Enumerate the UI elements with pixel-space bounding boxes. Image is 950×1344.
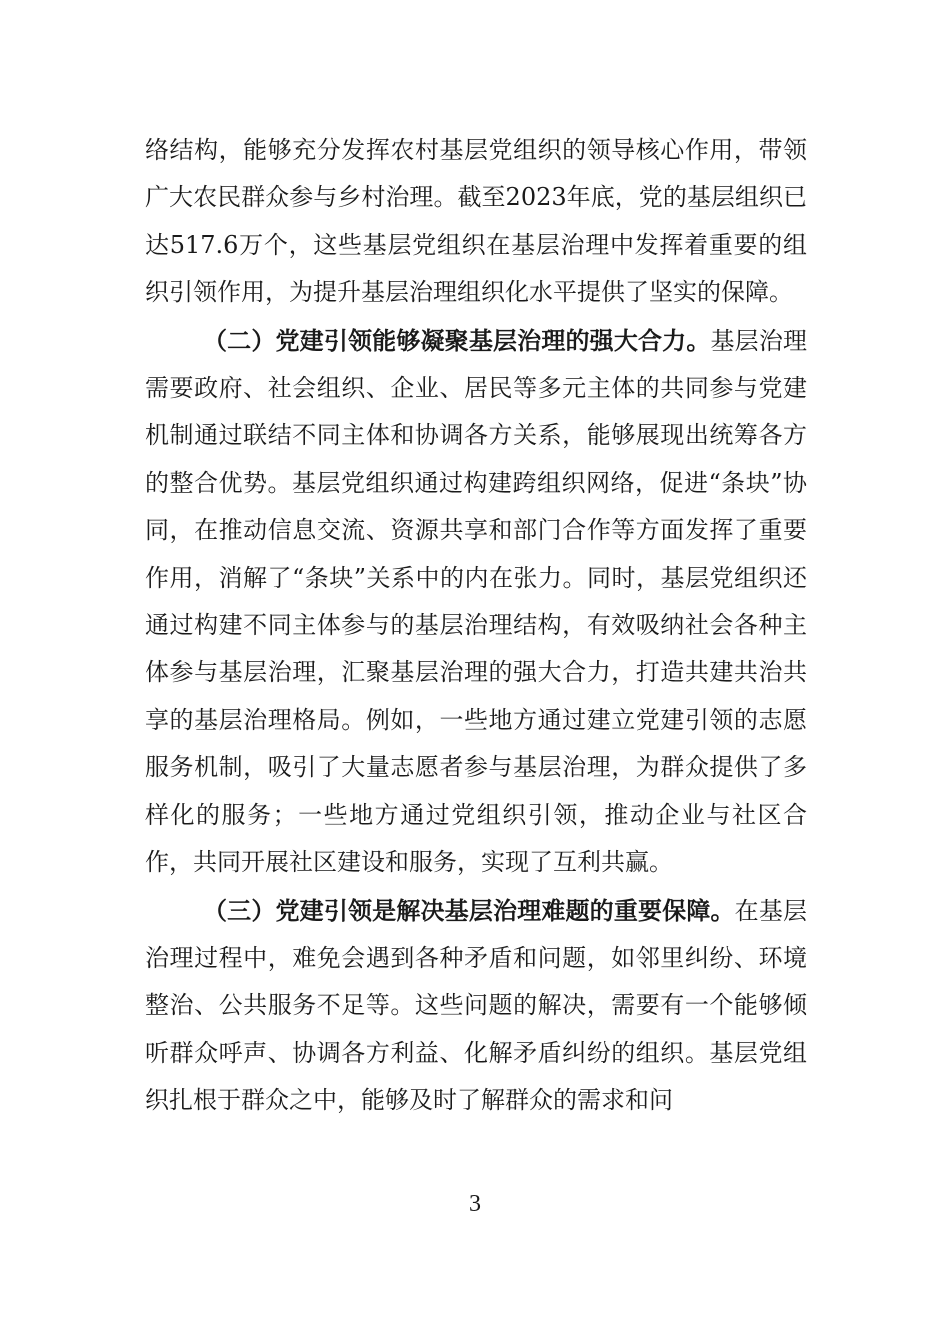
paragraph-text: 络结构，能够充分发挥农村基层党组织的领导核心作用，带领广大农民群众参与乡村治理。截至2023年底，党的基层组织已达517.6万个，这些基层党组织在基层治理中发挥着重要的组织引领作用，为提升基层治理组织化水平提供了坚实的保障。 (145, 136, 807, 307)
section-heading-3: （三）党建引领是解决基层治理难题的重要保障。 (203, 895, 735, 925)
body-text (145, 127, 807, 1125)
paragraph-continuation (145, 127, 807, 317)
paragraph-section-3 (145, 887, 807, 1125)
paragraph-text: 在基层治理过程中，难免会遇到各种矛盾和问题，如邻里纠纷、环境整治、公共服务不足等。这些问题的解决，需要有一个能够倾听群众呼声、协调各方利益、化解矛盾纠纷的组织。基层党组织扎根于群众之中，能够及时了解群众的需求和问 (145, 896, 808, 1115)
page-number: 3 (469, 1191, 481, 1217)
section-heading-2: （二）党建引领能够凝聚基层治理的强大合力。 (203, 325, 711, 355)
paragraph-text: 基层治理需要政府、社会组织、企业、居民等多元主体的共同参与党建机制通过联结不同主体和协调各方关系，能够展现出统筹各方的整合优势。基层党组织通过构建跨组织网络，促进“条块”协同，在推动信息交流、资源共享和部门合作等方面发挥了重要作用，消解了“条块”关系中的内在张力。同时，基层党组织还通过构建不同主体参与的基层治理结构，有效吸纳社会各种主体参与基层治理，汇聚基层治理的强大合力，打造共建共治共享的基层治理格局。例如，一些地方通过建立党建引领的志愿服务机制，吸引了大量志愿者参与基层治理，为群众提供了多样化的服务；一些地方通过党组织引领，推动企业与社区合作，共同开展社区建设和服务，实现了互利共赢。 (145, 326, 807, 877)
paragraph-section-2 (145, 317, 807, 887)
